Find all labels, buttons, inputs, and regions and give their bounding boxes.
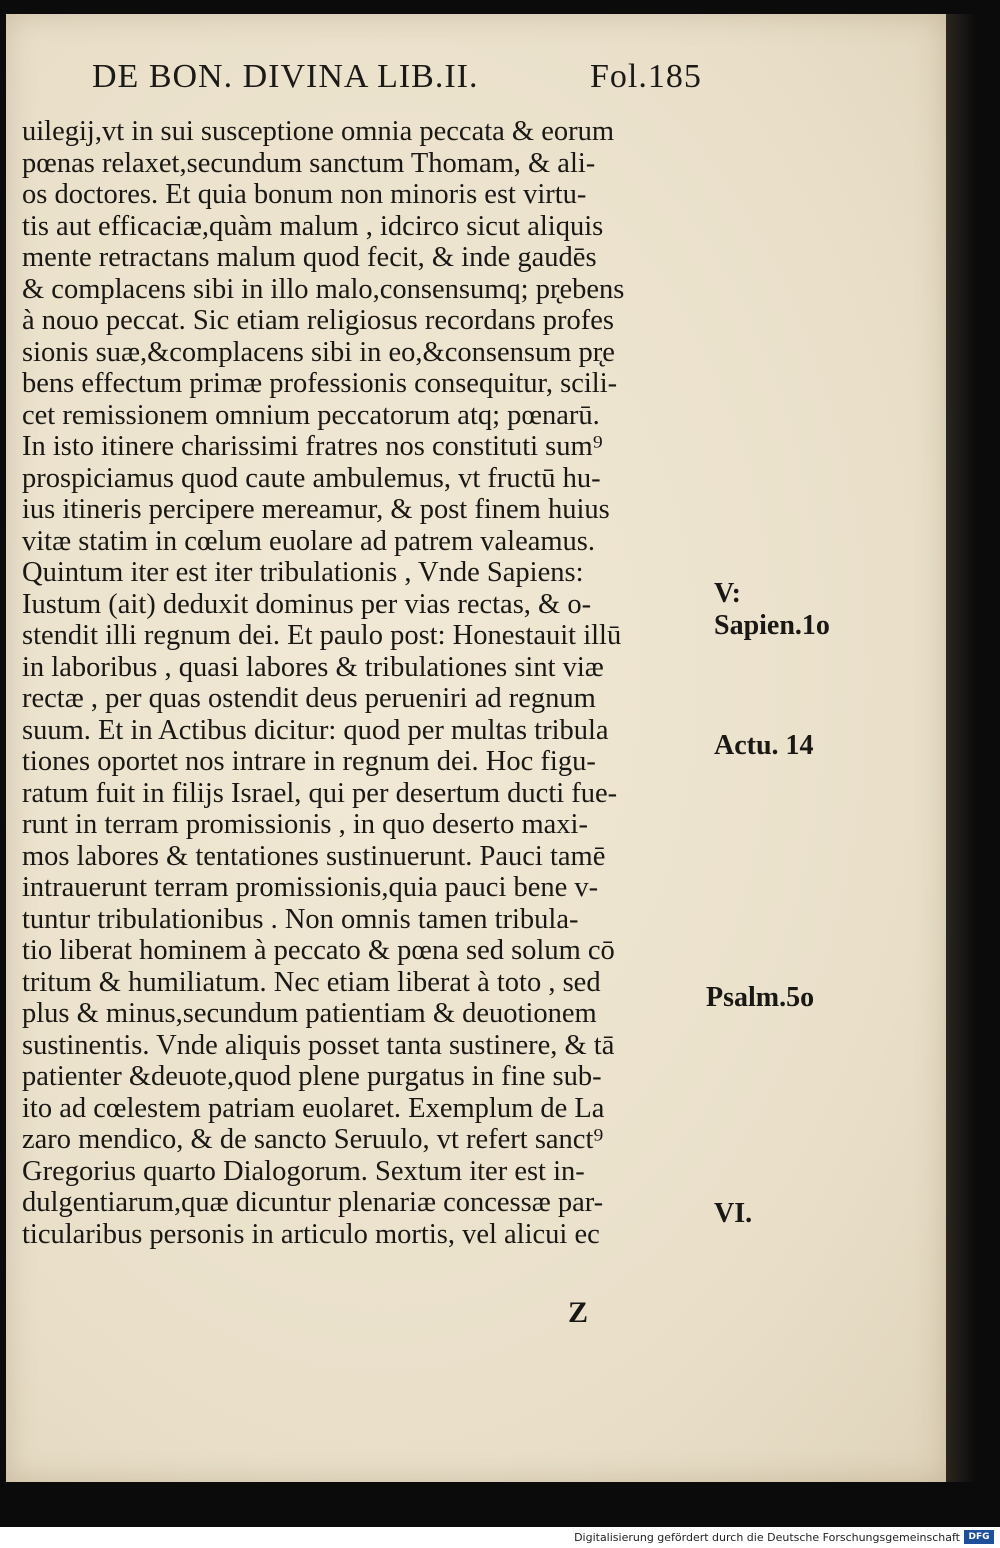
margin-note-chapter-vi: VI. xyxy=(714,1198,753,1229)
text-line: plus & minus,secundum patientiam & deuotionem xyxy=(22,998,597,1029)
text-line: stendit illi regnum dei. Et paulo post: Honestauit illū xyxy=(22,620,622,651)
margin-note-psalm: Psalm.5o xyxy=(706,982,815,1013)
text-line: ticularibus personis in articulo mortis, vel alicui ec xyxy=(22,1218,600,1250)
text-line: & complacens sibi in illo malo,consensumq; pr̨ebens xyxy=(22,273,625,305)
text-line: sionis suæ,&complacens sibi in eo,&consensum pr̨e xyxy=(22,336,615,368)
text-line: runt in terram promissionis , in quo deserto maxi- xyxy=(22,809,588,840)
text-line: bens effectum primæ professionis consequitur, scili- xyxy=(22,368,618,399)
text-line: mos labores & tentationes sustinuerunt. Pauci tamē xyxy=(22,840,606,872)
running-header-title: DE BON. DIVINA LIB.II. xyxy=(92,58,479,95)
text-line: cet remissionem omnium peccatorum atq; pœnarū. xyxy=(22,399,600,431)
text-line: pœnas relaxet,secundum sanctum Thomam, & ali- xyxy=(22,147,596,179)
margin-note-actus: Actu. 14 xyxy=(714,730,814,761)
text-line: rectæ , per quas ostendit deus perueniri ad regnum xyxy=(22,683,596,714)
text-line: ius itineris percipere mereamur, & post finem huius xyxy=(22,494,610,525)
text-line: Gregorius quarto Dialogorum. Sextum iter est in- xyxy=(22,1155,585,1187)
text-line: intrauerunt terram promissionis,quia pauci bene v- xyxy=(22,872,599,903)
margin-note-sapientia: Sapien.1o xyxy=(714,610,830,641)
text-line: tio liberat hominem à peccato & pœna sed solum cō xyxy=(22,935,615,966)
funding-credit: Digitalisierung gefördert durch die Deutsche Forschungsgemeinschaft xyxy=(574,1531,960,1544)
text-line: suum. Et in Actibus dicitur: quod per multas tribula xyxy=(22,714,609,746)
text-line: Iustum (ait) deduxit dominus per vias rectas, & o- xyxy=(22,588,592,620)
text-line: tritum & humiliatum. Nec etiam liberat à toto , sed xyxy=(22,966,601,998)
signature-mark: Z xyxy=(568,1296,589,1329)
footer-bar xyxy=(0,1527,1000,1548)
text-line: tuntur tribulationibus . Non omnis tamen tribula- xyxy=(22,903,579,935)
running-header xyxy=(92,58,702,108)
text-line: os doctores. Et quia bonum non minoris est virtu- xyxy=(22,179,587,210)
text-line: tis aut efficaciæ,quàm malum , idcirco sicut aliquis xyxy=(22,210,604,242)
text-line: à nouo peccat. Sic etiam religiosus recordans profes xyxy=(22,305,614,336)
text-line: in laboribus , quasi labores & tribulationes sint viæ xyxy=(22,651,604,683)
text-line: ratum fuit in filijs Israel, qui per desertum ducti fue- xyxy=(22,777,618,809)
margin-note-chapter-v: V: xyxy=(714,578,741,609)
text-line: zaro mendico, & de sancto Seruulo, vt refert sanct⁹ xyxy=(22,1124,604,1155)
page-edge-shadow xyxy=(946,14,976,1482)
text-line: prospiciamus quod caute ambulemus, vt fructū hu- xyxy=(22,462,601,494)
text-line: tiones oportet nos intrare in regnum dei. Hoc figu- xyxy=(22,746,596,777)
text-line: mente retractans malum quod fecit, & inde gaudēs xyxy=(22,242,597,273)
text-line: sustinentis. Vnde aliquis posset tanta sustinere, & tā xyxy=(22,1029,615,1061)
text-line: Quintum iter est iter tribulationis , Vnde Sapiens: xyxy=(22,557,584,588)
body-text xyxy=(22,116,712,1250)
text-line: dulgentiarum,quæ dicuntur plenariæ concessæ par- xyxy=(22,1187,604,1218)
dfg-logo[interactable]: DFG xyxy=(964,1530,994,1544)
folio-number: Fol.185 xyxy=(590,58,702,95)
text-line: patienter &deuote,quod plene purgatus in fine sub- xyxy=(22,1061,602,1092)
text-line: vitæ statim in cœlum euolare ad patrem valeamus. xyxy=(22,525,596,557)
text-line: ito ad cœlestem patriam euolaret. Exemplum de La xyxy=(22,1092,605,1124)
text-line: uilegij,vt in sui susceptione omnia peccata & eorum xyxy=(22,116,615,147)
text-line: In isto itinere charissimi fratres nos constituti sum⁹ xyxy=(22,431,603,462)
